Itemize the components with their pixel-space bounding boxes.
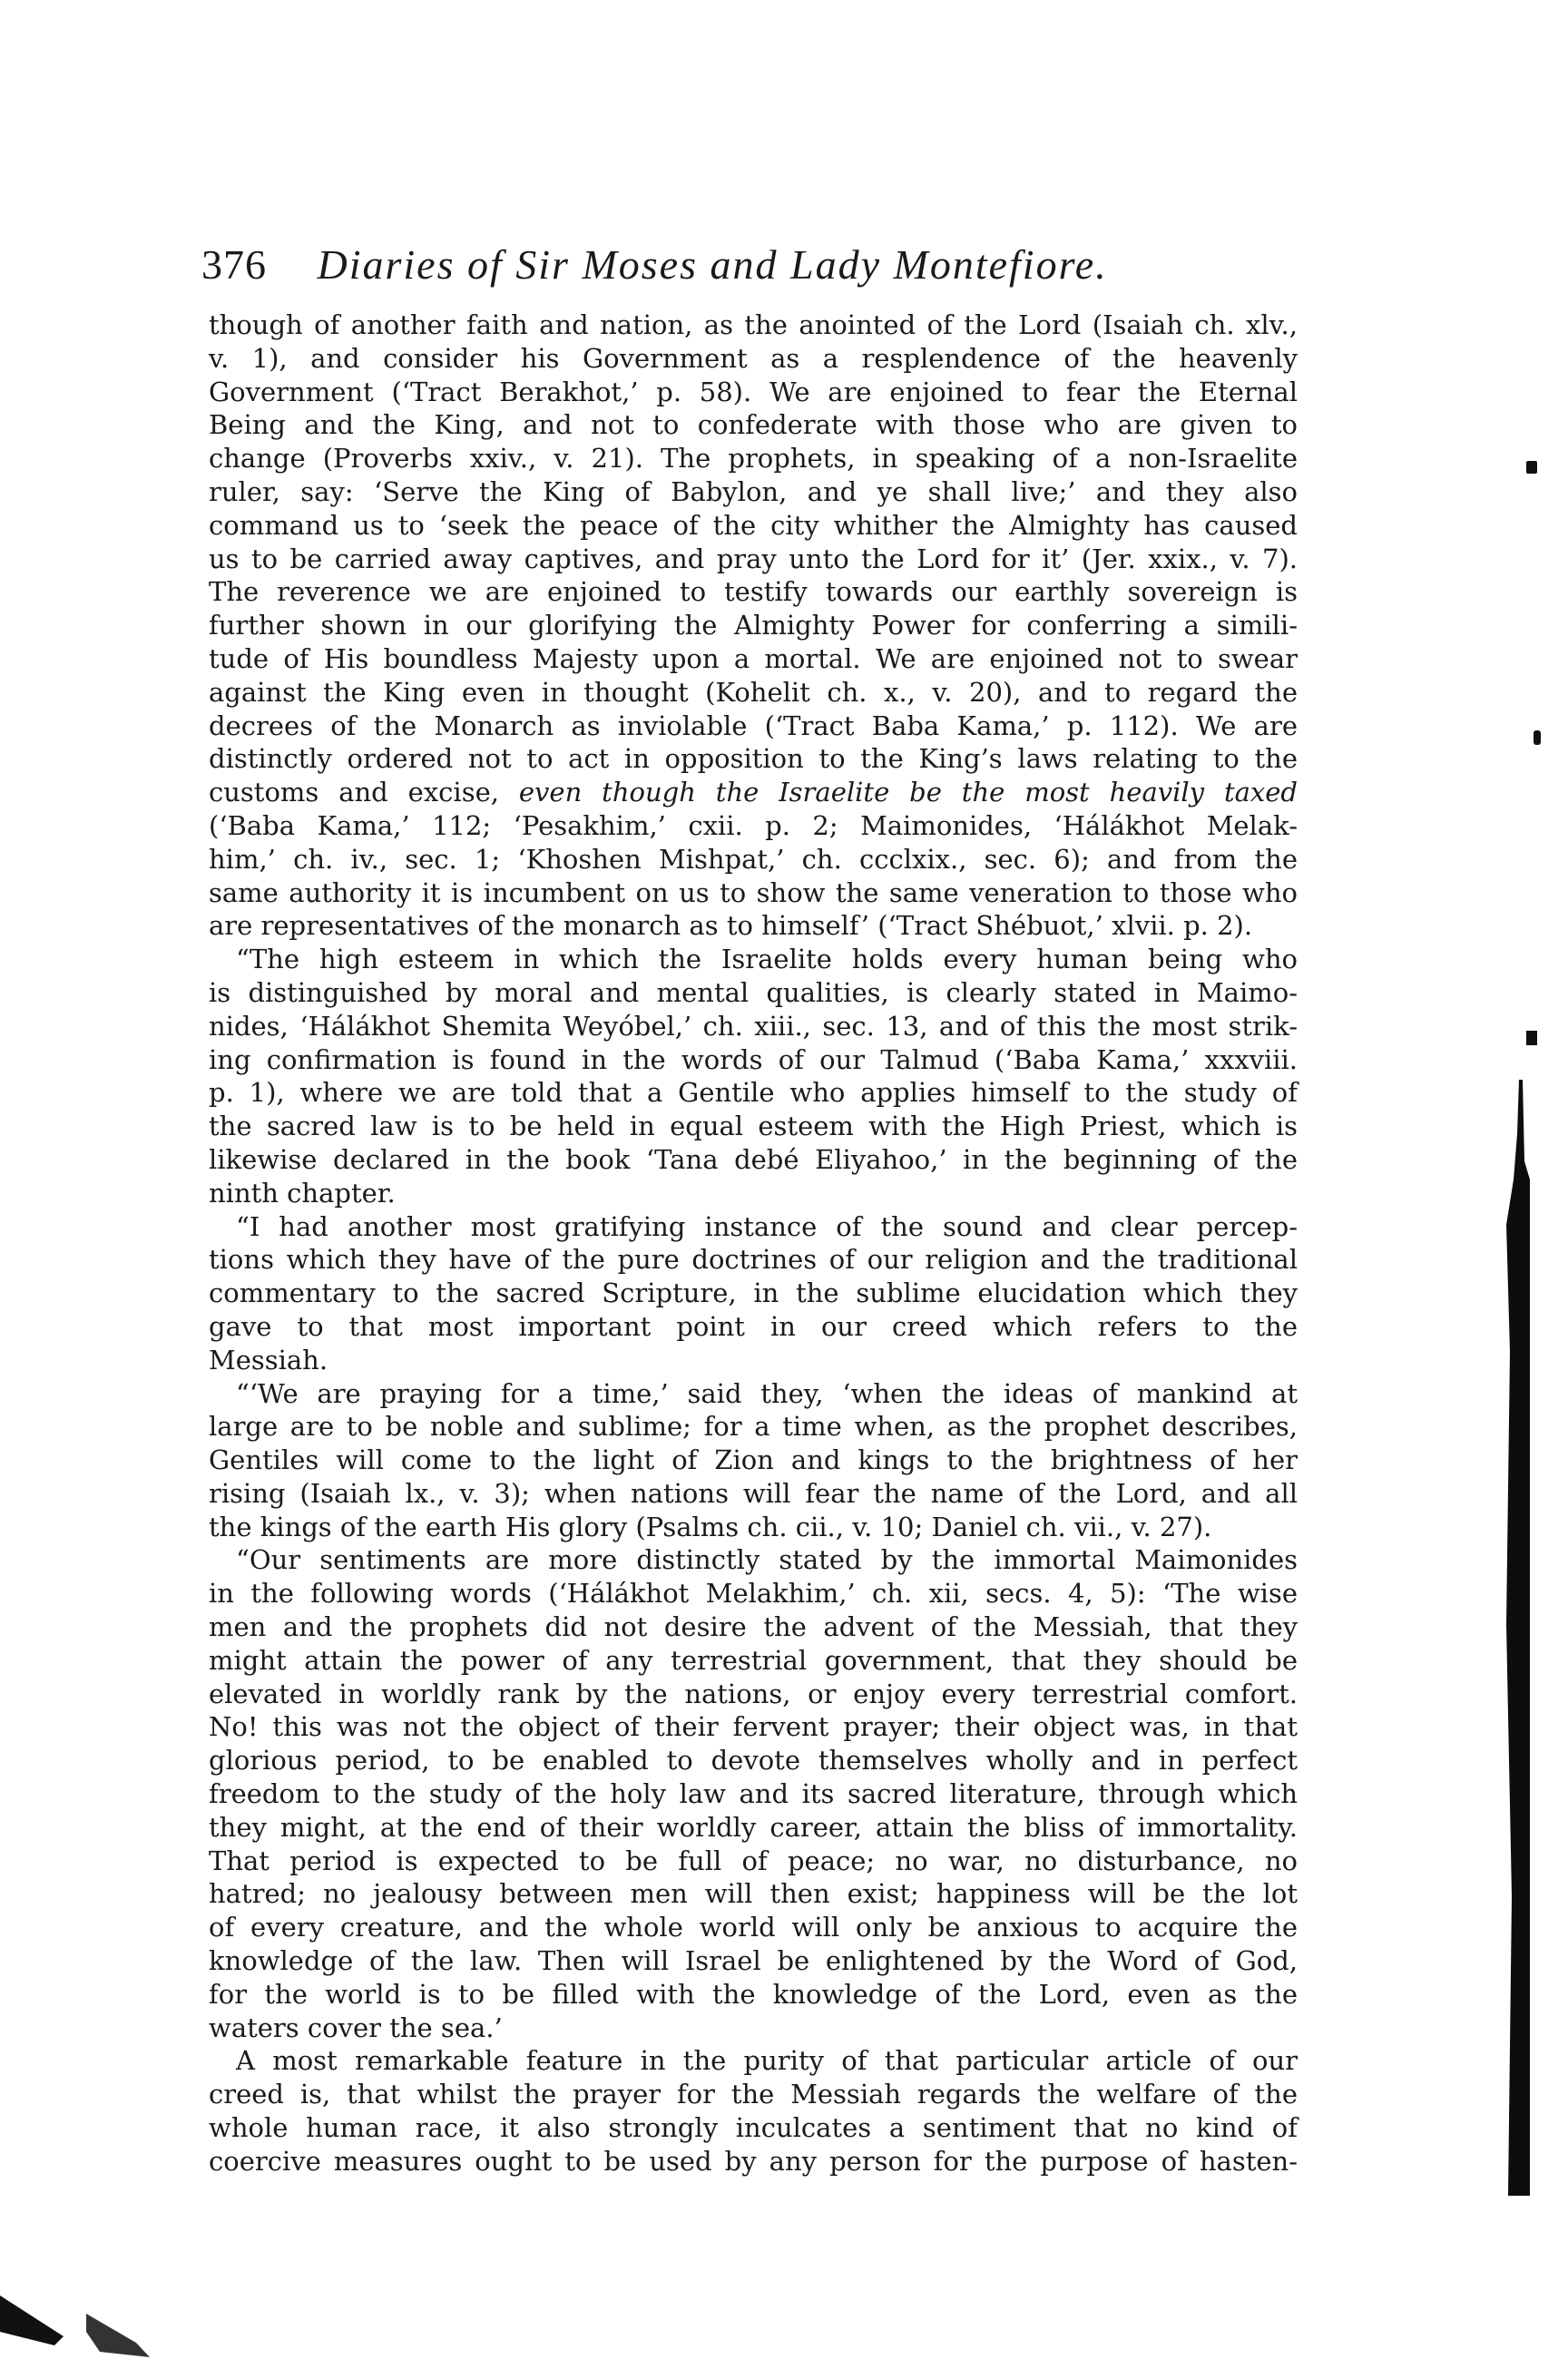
text-line: (‘Baba Kama,’ 112; ‘Pesakhim,’ cxii. p. 2; Maimonides, ‘Hálákhot Melak- [209, 809, 1298, 841]
text-line: glorious period, to be enabled to devote themselves wholly and in perfect [209, 1745, 1298, 1777]
page-header [201, 238, 1299, 292]
text-line: waters cover the sea.’ [209, 2012, 503, 2043]
text-line: might attain the power of any terrestrial government, that they should be [209, 1644, 1298, 1676]
text-line: distinctly ordered not to act in opposition to the King’s laws relating to the [209, 743, 1298, 775]
text-line: tions which they have of the pure doctrines of our religion and the traditional [209, 1244, 1298, 1276]
text-line: ninth chapter. [209, 1177, 396, 1209]
text-line: “‘We are praying for a time,’ said they, ‘when the ideas of mankind at [236, 1377, 1298, 1409]
text-line: Messiah. [209, 1344, 328, 1375]
text-line: “Our sentiments are more distinctly stated by the immortal Maimonides [236, 1544, 1298, 1576]
page-body [209, 308, 1298, 2178]
text-line: creed is, that whilst the prayer for the Messiah regards the welfare of the [209, 2079, 1298, 2110]
text-line: customs and excise, even though the Israelite be the most heavily taxed [209, 777, 1298, 808]
paragraph [209, 943, 1298, 1209]
text-line: v. 1), and consider his Government as a resplendence of the heavenly [209, 342, 1298, 374]
text-line: command us to ‘seek the peace of the city whither the Almighty has caused [209, 509, 1298, 541]
paragraph [209, 1543, 1298, 2044]
text-line: gave to that most important point in our creed which refers to the [209, 1310, 1298, 1342]
text-line: of every creature, and the whole world will only be anxious to acquire the [209, 1912, 1298, 1943]
text-line: against the King even in thought (Kohelit ch. x., v. 20), and to regard the [209, 676, 1298, 708]
text-line: freedom to the study of the holy law and its sacred literature, through which [209, 1778, 1298, 1810]
text-line: same authority it is incumbent on us to show the same veneration to those who [209, 876, 1298, 908]
text-line: That period is expected to be full of peace; no war, no disturbance, no [209, 1845, 1298, 1876]
paragraph [209, 308, 1298, 943]
paragraph [209, 2044, 1298, 2178]
text-line: rising (Isaiah lx., v. 3); when nations will fear the name of the Lord, and all [209, 1477, 1298, 1509]
text-line: likewise declared in the book ‘Tana debé Eliyahoo,’ in the beginning of the [209, 1143, 1298, 1175]
page-number: 376 [201, 241, 267, 288]
text-line: the kings of the earth His glory (Psalms ch. cii., v. 10; Daniel ch. vii., v. 27). [209, 1511, 1212, 1542]
text-line: coercive measures ought to be used by any person for the purpose of hasten- [209, 2145, 1298, 2177]
margin-mark [1526, 1031, 1537, 1045]
text-line: ing confirmation is found in the words of our Talmud (‘Baba Kama,’ xxxviii. [209, 1043, 1298, 1075]
text-line: change (Proverbs xxiv., v. 21). The prophets, in speaking of a non-Israelite [209, 443, 1298, 475]
text-line: commentary to the sacred Scripture, in the sublime elucidation which they [209, 1277, 1298, 1309]
text-line: Government (‘Tract Berakhot,’ p. 58). We are enjoined to fear the Eternal [209, 376, 1298, 407]
text-line: further shown in our glorifying the Almighty Power for conferring a simili- [209, 610, 1298, 641]
running-title: Diaries of Sir Moses and Lady Montefiore. [317, 241, 1108, 288]
text-line: hatred; no jealousy between men will then exist; happiness will be the lot [209, 1878, 1298, 1910]
text-line: though of another faith and nation, as the anointed of the Lord (Isaiah ch. xlv., [209, 309, 1298, 340]
text-line: men and the prophets did not desire the advent of the Messiah, that they [209, 1611, 1298, 1643]
text-line: are representatives of the monarch as to himself’ (‘Tract Shébuot,’ xlvii. p. 2). [209, 910, 1253, 942]
text-line: is distinguished by moral and mental qualities, is clearly stated in Maimo- [209, 976, 1298, 1008]
text-line: knowledge of the law. Then will Israel be enlightened by the Word of God, [209, 1945, 1298, 1977]
paragraph [209, 1210, 1298, 1377]
text-line: “The high esteem in which the Israelite holds every human being who [236, 944, 1298, 975]
text-line: in the following words (‘Hálákhot Melakhim,’ ch. xii, secs. 4, 5): ‘The wise [209, 1578, 1298, 1610]
text-line: for the world is to be filled with the knowledge of the Lord, even as the [209, 1978, 1298, 2010]
text-line: the sacred law is to be held in equal esteem with the High Priest, which is [209, 1111, 1298, 1142]
text-line: “I had another most gratifying instance of the sound and clear percep- [236, 1210, 1298, 1242]
text-line: us to be carried away captives, and pray unto the Lord for it’ (Jer. xxix., v. 7). [209, 543, 1298, 574]
text-line: they might, at the end of their worldly career, attain the bliss of immortality. [209, 1811, 1298, 1843]
text-line: Gentiles will come to the light of Zion and kings to the brightness of her [209, 1444, 1298, 1476]
text-line: nides, ‘Hálákhot Shemita Weyóbel,’ ch. xiii., sec. 13, and of this the most strik- [209, 1010, 1298, 1042]
text-line: ruler, say: ‘Serve the King of Babylon, and ye shall live;’ and they also [209, 475, 1298, 507]
text-line: The reverence we are enjoined to testify towards our earthly sovereign is [209, 576, 1298, 608]
paragraph [209, 1377, 1298, 1544]
margin-mark [1534, 730, 1541, 745]
text-line: elevated in worldly rank by the nations, or enjoy every terrestrial comfort. [209, 1678, 1298, 1709]
text-line: tude of His boundless Majesty upon a mortal. We are enjoined not to swear [209, 642, 1298, 674]
text-line: Being and the King, and not to confederate with those who are given to [209, 409, 1298, 441]
text-line: decrees of the Monarch as inviolable (‘Tract Baba Kama,’ p. 112). We are [209, 710, 1298, 741]
corner-smudge [0, 2296, 154, 2359]
text-line: him,’ ch. iv., sec. 1; ‘Khoshen Mishpat,’ ch. ccclxix., sec. 6); and from the [209, 843, 1298, 875]
margin-mark [1526, 461, 1537, 474]
text-line: A most remarkable feature in the purity of that particular article of our [236, 2045, 1298, 2077]
text-line: p. 1), where we are told that a Gentile who applies himself to the study of [209, 1077, 1298, 1109]
text-line: No! this was not the object of their fervent prayer; their object was, in that [209, 1711, 1298, 1743]
text-line: large are to be noble and sublime; for a time when, as the prophet describes, [209, 1411, 1298, 1443]
binding-shadow [1503, 1080, 1530, 2196]
text-line: whole human race, it also strongly inculcates a sentiment that no kind of [209, 2112, 1298, 2144]
